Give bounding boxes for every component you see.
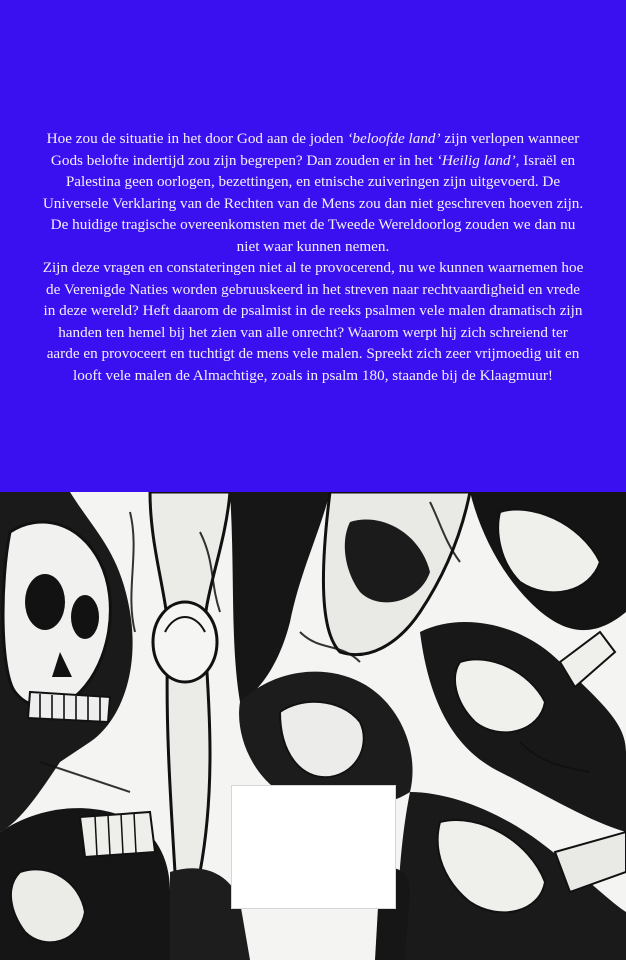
beloofde-land-emphasis: ‘beloofde land’ [347, 130, 441, 147]
heilig-land-emphasis: ‘Heilig land’ [436, 151, 516, 169]
blurb-paragraph-2: De huidige tragische overeenkomsten met de Tweede Wereldoorlog zouden we dan nu niet waar kunnen nemen. [50, 216, 576, 255]
blurb-paragraph-1: Hoe zou de situatie in het door God aan de joden ‘beloofde land’ zijn verlopen wanneer Gods belofte indertijd zou zijn begrepen? Dan zouden er in het ‘Heilig land’, Israël en Palestina geen oorlogen, bezettingen, en etnische zuiveringen zijn uitgevoerd. De Universele Verklaring van de Rechten van de Mens zou dan niet geschreven hoeven zijn. [42, 130, 584, 212]
blurb-paragraph-3: Zijn deze vragen en constateringen niet al te provocerend, nu we kunnen waarnemen hoe de Verenigde Naties worden gebruuskeerd in het streven naar rechtvaardigheid en vrede in deze wereld? Heft daarom de psalmist in de reeks psalmen vele malen dramatisch zijn handen ten hemel bij het zien van alle onrecht? Waarom werpt hij zich schreiend ter aarde en provoceert en tuchtigt de mens vele malen. Spreekt zich zeer vrijmoedig uit en looft vele malen de Almachtige, zoals in psalm 180, staande bij de Klaagmuur! [42, 259, 584, 384]
blurb-text [40, 128, 586, 386]
barcode-placeholder [231, 785, 396, 909]
